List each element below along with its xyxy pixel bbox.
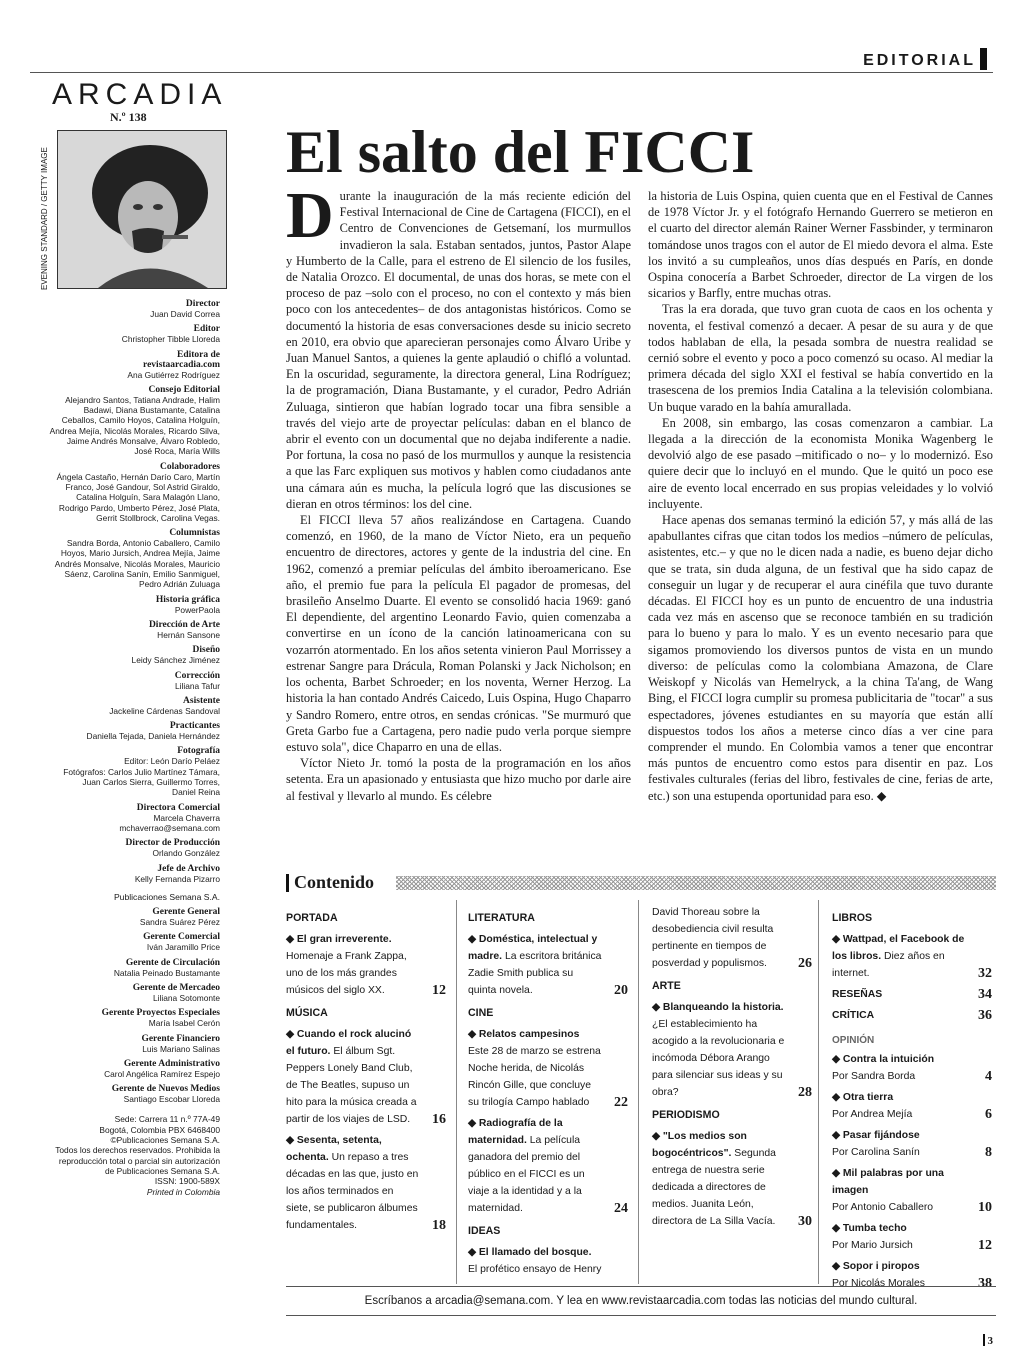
page-ref: 32 <box>978 966 992 981</box>
entry-headline: ◆ El llamado del bosque. <box>468 1247 592 1258</box>
page-ref: 36 <box>978 1008 992 1023</box>
entry-headline: ◆ Sopor i piropos <box>832 1261 920 1272</box>
imprint-line: Sede: Carrera 11 n.º 77A-49 <box>114 1114 220 1125</box>
masthead-person: Daniella Tejada, Daniela Hernández <box>86 731 220 742</box>
contents-section: MÚSICA <box>286 1007 328 1019</box>
masthead-person: Fotógrafos: Carlos Julio Martínez Támara, <box>63 766 220 777</box>
masthead-person: Franco, José Gandour, Sol Astrid Giraldo, <box>65 481 220 492</box>
contents-entry[interactable] <box>286 931 446 999</box>
masthead-person: Daniel Reina <box>172 787 220 798</box>
masthead-person: Catalina Holguín, Sara Malagón Llano, <box>76 492 220 503</box>
entry-headline: ◆ Blanqueando la historia. <box>652 1002 784 1013</box>
entry-text: David Thoreau sobre la desobediencia civil resulta pertinente en tiempos de posverdad y populismos. <box>652 907 774 969</box>
masthead-person: José Roca, María Wills <box>134 446 220 457</box>
masthead <box>22 294 220 1197</box>
article-paragraph: El FICCI lleva 57 años realizándose en Cartagena. Cuando comenzó, en 1960, de la mano de Víctor Nieto, era un pequeño encuentro de directores, actores y gente de la industria del cine. En 1962, comenzó a premiar películas del ámbito iberoamericano. Ese año, el premio fue para la película El pagador de promesas, del brasileño Anselmo Duarte. El evento se consolidó hacia 1969: ganó El dependiente, del argentino Leonardo Favio, quien comenzaba a convertirse en un ícono de la canción latinoamericana con su vozarrón atormentado. En los años setenta vinieron Paul Morrissey a estrenar Sangre para Drácula, Roman Polanski y Jack Nicholson; en los ochenta, Barbet Schroeder; en los noventa, Werner Herzog. La historia la han contado Andrés Caicedo, Luis Ospina, Hugo Chaparro y Sandro Romero, entre otros, en sendas crónicas. "Se murmuró que Greta Garbo fue a Cartagena, pero nadie pudo verla porque siempre estuvo sola", dice Chaparro en una de ellas. <box>286 513 631 754</box>
contents-entry[interactable] <box>468 1115 628 1217</box>
masthead-role: Gerente de Mercadeo <box>132 982 220 993</box>
contents-header <box>286 872 996 894</box>
entry-title: RESEÑAS <box>832 989 883 1000</box>
masthead-role: Diseño <box>192 645 220 656</box>
masthead-person: Ceballos, Camilo Hoyos, Catalina Holguín, <box>61 415 220 426</box>
entry-text: Por Sandra Borda <box>832 1071 916 1082</box>
masthead-person: PowerPaola <box>174 604 220 615</box>
contents-entry[interactable] <box>832 1220 992 1254</box>
contents-section: PERIODISMO <box>652 1109 720 1121</box>
page-ref: 30 <box>798 1214 812 1229</box>
masthead-role: Colaboradores <box>160 461 220 472</box>
masthead-person: Gerrit Stollbrock, Carolina Vegas. <box>96 512 220 523</box>
masthead-person: Natalia Peinado Bustamante <box>113 967 220 978</box>
page-ref: 24 <box>614 1201 628 1216</box>
masthead-role: Consejo Editorial <box>148 384 220 395</box>
contents-entry[interactable] <box>832 1007 992 1024</box>
entry-headline: ◆ El gran irreverente. <box>286 934 392 945</box>
contents-section: ARTE <box>652 980 681 992</box>
masthead-person: Andrés Monsalve, Nicolás Morales, Mauricio <box>54 558 220 569</box>
entry-text: Por Carolina Sanín <box>832 1147 920 1158</box>
masthead-role: Jefe de Archivo <box>157 863 220 874</box>
page-ref: 38 <box>978 1276 992 1291</box>
contents-entry[interactable] <box>832 1089 992 1123</box>
masthead-role: Columnistas <box>169 528 220 539</box>
article-title: El salto del FICCI <box>286 119 755 185</box>
page-ref: 6 <box>985 1107 992 1122</box>
page-ref: 34 <box>978 987 992 1002</box>
masthead-person: Liliana Sotomonte <box>152 992 220 1003</box>
entry-headline: ◆ Tumba techo <box>832 1223 907 1234</box>
article-paragraph: En 2008, sin embargo, las cosas comenzaron a cambiar. La llegada a la dirección de la economista Monika Wagenberg le devolvió algo de ese pasado –mitificado o no– y lo modernizó. Eso quiere decir que lo incluyó en el mundo. Que le quitó un poco ese aire de evento local encerrado en sus propias veleidades y lo volvió incluyente. <box>648 415 993 511</box>
entry-text: La película ganadora del premio del público en el FICCI es un viaje a la identidad y a la maternidad. <box>468 1135 585 1214</box>
masthead-role: Director de Producción <box>125 838 220 849</box>
contents-entry[interactable] <box>468 1026 628 1111</box>
imprint-line: reproducción total o parcial sin autorización <box>58 1155 220 1166</box>
portrait-photo <box>57 130 227 289</box>
entry-text: Por Mario Jursich <box>832 1240 913 1251</box>
drop-cap: D <box>286 179 334 252</box>
masthead-person: Carol Angélica Ramírez Espejo <box>104 1068 220 1079</box>
column-divider <box>456 900 457 1284</box>
page-ref: 4 <box>985 1069 992 1084</box>
masthead-person: Hernán Sansone <box>157 629 220 640</box>
entry-headline: ◆ Sesenta, setenta, ochenta. <box>286 1135 382 1163</box>
contents-entry[interactable] <box>468 931 628 999</box>
masthead-person: Hoyos, Mario Jursich, Andrea Mejía, Jaime <box>60 548 220 559</box>
contents-entry[interactable] <box>832 986 992 1003</box>
contents-section: CINE <box>468 1007 494 1019</box>
masthead-role: Practicantes <box>169 721 220 732</box>
masthead-role: Gerente Comercial <box>143 932 220 943</box>
entry-text: La escritora británica Zadie Smith publica su quinta novela. <box>468 951 602 996</box>
page-ref: 20 <box>614 983 628 998</box>
masthead-person: Santiago Escobar Lloreda <box>123 1094 220 1105</box>
photo-credit: EVENING STANDARD / GETTY IMAGE <box>40 147 49 290</box>
page-ref: 12 <box>978 1238 992 1253</box>
entry-headline: ◆ Wattpad, el Facebook de los libros. <box>832 934 965 962</box>
article-paragraph: Hace apenas dos semanas terminó la edición 57, y más allá de las apabullantes cifras que citan todos los medios –número de películas, asistentes, etc.– y que no le dicen nada a nadie, es bueno dejar dicho que se trata, sin duda alguna, de un festival que ha sido capaz de conseguir un lugar y de recuperar el aura cinéfila que tuvo durante décadas. El FICCI hoy es un punto de encuentro de una industria cada vez más en ascenso que se reconoce también en su tradición para lo bueno y para lo malo. Y es un evento necesario para que sigamos promoviendo los diversos puntos de vista en un mundo diverso: de películas como la colombiana Amazona, de Clare Weiskopf y Nicolás van Hemelryck, a la china Ta'ang, de Wang Bing, el FICCI logra cumplir su promesa publicitaria de "tocar" a sus espectadores, jóvenes estudiantes en su mayoría que están allí dispuestos todos los años a meterse cinco días a ver cine para comprender el mundo. En Colombia vamos a tener que encontrar más puntos de encuentro como estos para disentir en paz. Los festivales culturales (ferias del libro, festivales de cine, ferias de arte, etc.) son una estupenda oportunidad para eso. ◆ <box>648 513 993 803</box>
contents-entry[interactable] <box>286 1132 446 1234</box>
masthead-person: Badawi, Diana Bustamante, Catalina <box>83 405 220 416</box>
column-divider <box>638 900 639 1284</box>
page-ref: 8 <box>985 1145 992 1160</box>
entry-text: Por Antonio Caballero <box>832 1202 934 1213</box>
entry-text: Por Andrea Mejía <box>832 1109 913 1120</box>
entry-text: Homenaje a Frank Zappa, uno de los más grandes músicos del siglo XX. <box>286 951 407 996</box>
column-divider <box>818 900 819 1284</box>
page-ref: 22 <box>614 1095 628 1110</box>
masthead-person: María Isabel Cerón <box>148 1018 220 1029</box>
header-rule <box>30 72 993 73</box>
article-paragraph: Tras la era dorada, que tuvo gran cuota de caos en los ochenta y noventa, el festival comenzó a decaer. A pesar de su aura y de que todos hablaban de ella, la pesada sombra de nuestra realidad se cernió sobre el evento y poco a poco comenzó su ocaso. Al mediar la primera década del siglo XXI el festival se había convertido en la trasescena de los premios India Catalina a la televisión colombiana. Un buque varado en la bahía amurallada. <box>648 302 993 414</box>
masthead-role: Dirección de Arte <box>148 619 220 630</box>
entry-headline: ◆ Contra la intuición <box>832 1054 935 1065</box>
entry-text: ¿El establecimiento ha acogido a la revolucionaria e incómoda Débora Arango para silenciar sus ideas y su obra? <box>652 1019 785 1098</box>
masthead-role: Gerente de Circulación <box>125 957 220 968</box>
issue-number: N.º 138 <box>110 110 147 124</box>
imprint-line: ©Publicaciones Semana S.A. <box>110 1135 220 1146</box>
entry-headline: ◆ Relatos campesinos <box>468 1029 580 1040</box>
masthead-role: Gerente Financiero <box>141 1033 220 1044</box>
page-ref: 10 <box>978 1200 992 1215</box>
publisher-name: Publicaciones Semana S.A. <box>113 891 220 902</box>
masthead-role: Gerente Proyectos Especiales <box>101 1008 220 1019</box>
masthead-person: Luis Mariano Salinas <box>142 1043 220 1054</box>
masthead-person: Christopher Tibble Lloreda <box>121 334 220 345</box>
contents-section: PORTADA <box>286 912 338 924</box>
contents-entry[interactable] <box>286 1026 446 1128</box>
contents-column-4 <box>832 904 992 1296</box>
masthead-person: Leidy Sánchez Jiménez <box>131 655 220 666</box>
contents-entry[interactable] <box>832 1051 992 1085</box>
masthead-person: mchaverrao@semana.com <box>119 822 220 833</box>
contents-entry[interactable] <box>468 1244 628 1278</box>
magazine-logo: ARCADIA <box>52 78 228 111</box>
contents-section: LIBROS <box>832 912 873 924</box>
masthead-person: Sandra Borda, Antonio Caballero, Camilo <box>66 538 220 549</box>
article-column-2 <box>648 188 993 804</box>
page-ref: 16 <box>432 1112 446 1127</box>
entry-title: CRÍTICA <box>832 1010 875 1021</box>
contents-entry[interactable] <box>832 1165 992 1216</box>
entry-text: El álbum Sgt. Peppers Lonely Band Club, de The Beatles, supuso un hito para la música creada a partir de los viajes de LSD. <box>286 1046 417 1125</box>
masthead-person: Andrea Mejía, Nicolás Morales, Ricardo Silva, <box>49 425 220 436</box>
article-paragraph: Durante la inauguración de la más reciente edición del Festival Internacional de Cine de Cartagena (FICCI), en el Centro de Convenciones de Getsemaní, los murmullos invadieron la sala. Estaban sentados, juntos, Pastor Alape y Humberto de la Calle, para el estreno de El silencio de los fusiles, de Natalia Orozco. El documental, de unas dos horas, se mete con el proceso de paz –solo con el proceso, no con el contexto y más bien poco con los antecedentes– de dos antagonistas históricos. Como se documentó la historia de esas conversaciones desde su inicio secreto en 2010, era obvio que aparecieran personajes como Álvaro Uribe y Juan Manuel Santos, a quienes la gente aplaudió o chifló a voluntad. En la oscuridad, seguramente, la directora general, Lina Rodríguez; la de programación, Diana Bustamante, y el curador, Pedro Adrián Zuluaga, sintieron que habían logrado tocar una fibra sensible a través del viejo arte de proyectar películas: daban en el blanco de abrir el evento con un documental que no dejaba indiferente a nadie. Por fortuna, la cosa no pasó de los murmullos y aunque la resistencia a que las Farc expliquen sus motivos y hablen como ciudadanos ante una cámara aún es mucha, la película logró que las discusiones se dieran en otros términos: los del cine. <box>286 179 631 511</box>
masthead-person: Pedro Adrián Zuluaga <box>138 579 220 590</box>
masthead-role: Editora de <box>176 349 220 360</box>
imprint-line: ISSN: 1900-589X <box>154 1176 220 1187</box>
masthead-role: Directora Comercial <box>136 802 220 813</box>
imprint-line: Todos los derechos reservados. Prohibida la <box>55 1145 220 1156</box>
entry-headline: ◆ Otra tierra <box>832 1092 894 1103</box>
masthead-role: Asistente <box>183 695 220 706</box>
masthead-person: Rodrigo Pardo, Umberto Pérez, José Plata, <box>58 502 220 513</box>
contents-column-1 <box>286 904 446 1238</box>
masthead-person: Sáenz, Carolina Sanín, Emilio Sanmiguel, <box>64 569 220 580</box>
contents-column-2 <box>468 904 628 1282</box>
entry-text: El profético ensayo de Henry <box>468 1264 602 1275</box>
section-tag: EDITORIAL <box>863 48 987 70</box>
entry-headline: ◆ Pasar fijándose <box>832 1130 920 1141</box>
contents-entry[interactable] <box>652 999 812 1101</box>
masthead-person: Orlando González <box>152 848 220 859</box>
masthead-person: Juan Carlos Sierra, Guillermo Torres, <box>82 777 220 788</box>
page-ref: 28 <box>798 1085 812 1100</box>
entry-text: Por Nicolás Morales <box>832 1278 925 1289</box>
masthead-person: Alejandro Santos, Tatiana Andrade, Halim <box>65 394 220 405</box>
entry-headline: ◆ Radiografía de la maternidad. <box>468 1118 563 1146</box>
masthead-person: Editor: León Darío Peláez <box>124 756 220 767</box>
imprint-line: Printed in Colombia <box>146 1186 220 1197</box>
imprint-line: de Publicaciones Semana S.A. <box>105 1165 220 1176</box>
masthead-person: Kelly Fernanda Pizarro <box>134 873 220 884</box>
masthead-person: Marcela Chaverra <box>153 812 220 823</box>
masthead-person: Sandra Suárez Pérez <box>139 917 220 928</box>
masthead-role: Historia gráfica <box>155 594 220 605</box>
page-ref: 18 <box>432 1218 446 1233</box>
masthead-role: Corrección <box>174 670 220 681</box>
entry-text: Segunda entrega de nuestra serie dedicada a directores de medios. Juanita León, directora de La Silla Vacía. <box>652 1148 776 1227</box>
masthead-role: Gerente General <box>152 907 220 918</box>
contents-entry[interactable] <box>832 931 992 982</box>
masthead-role: Editor <box>193 324 220 335</box>
footer-banner: Escríbanos a arcadia@semana.com. Y lea en www.revistaarcadia.com todas las noticias del mundo cultural. <box>286 1286 996 1316</box>
contents-pattern <box>396 876 996 890</box>
masthead-role: Gerente de Nuevos Medios <box>111 1084 220 1095</box>
masthead-person: Jackeline Cárdenas Sandoval <box>109 705 220 716</box>
contents-section: OPINIÓN <box>832 1035 875 1046</box>
contents-entry[interactable] <box>652 904 812 972</box>
page-ref: 12 <box>432 983 446 998</box>
contents-entry[interactable] <box>652 1128 812 1230</box>
entry-headline: ◆ Cuando el rock alucinó el futuro. <box>286 1029 412 1057</box>
entry-headline: ◆ Doméstica, intelectual y madre. <box>468 934 598 962</box>
page-ref: 26 <box>798 956 812 971</box>
masthead-person: Ana Gutiérrez Rodríguez <box>127 369 220 380</box>
contents-title: Contenido <box>294 872 375 892</box>
contents-column-3 <box>652 904 812 1234</box>
masthead-person: Ángela Castaño, Hernán Darío Caro, Martín <box>56 471 220 482</box>
entry-text: Un repaso a tres décadas en las que, justo en los años terminados en siete, se publicaron álbumes fundamentales. <box>286 1152 419 1231</box>
masthead-role: Director <box>185 299 220 309</box>
entry-text: Diez años en internet. <box>832 951 945 979</box>
article-paragraph: Víctor Nieto Jr. tomó la posta de la programación en los años setenta. Era un apasionado y entusiasta que hizo mucho por darle aire al festival y llevarlo al mundo. Es célebre <box>286 756 631 803</box>
entry-headline: ◆ "Los medios son bogocéntricos". <box>652 1131 747 1159</box>
masthead-person: Liliana Tafur <box>174 680 220 691</box>
imprint-line: Bogotá, Colombia PBX 6468400 <box>99 1124 220 1135</box>
contents-section: LITERATURA <box>468 912 535 924</box>
contents-section: IDEAS <box>468 1225 501 1237</box>
masthead-person: Jaime Andrés Monsalve, Álvaro Robledo, <box>66 436 220 447</box>
masthead-role: Gerente Administrativo <box>123 1058 220 1069</box>
masthead-person: Juan David Correa <box>150 309 220 319</box>
page-number: 3 <box>983 1334 994 1347</box>
masthead-person: revistaarcadia.com <box>143 359 220 370</box>
contents-entry[interactable] <box>832 1127 992 1161</box>
article-column-1 <box>286 179 631 804</box>
masthead-person: Iván Jaramillo Price <box>146 942 220 953</box>
entry-headline: ◆ Mil palabras por una imagen <box>832 1168 944 1196</box>
masthead-role: Fotografía <box>177 746 220 757</box>
entry-text: Este 28 de marzo se estrena Noche herida, de Nicolás Rincón Gille, que concluye su trilogía Campo hablado <box>468 1046 601 1108</box>
article-paragraph: la historia de Luis Ospina, quien cuenta que en el Festival de Cannes de 1978 Víctor Jr. y el fotógrafo Hernando Guerrero se metieron en el cuarto del director alemán Rainer Werner Fassbinder, y terminaron tomándose unos tragos con el autor de El miedo devora el alma. Este los invitó a su cumpleaños, unos días después en París, en donde Ospina conocería a Barbet Schroeder, director de La virgen de los sicarios y Barfly, entre muchas otras. <box>648 189 993 301</box>
